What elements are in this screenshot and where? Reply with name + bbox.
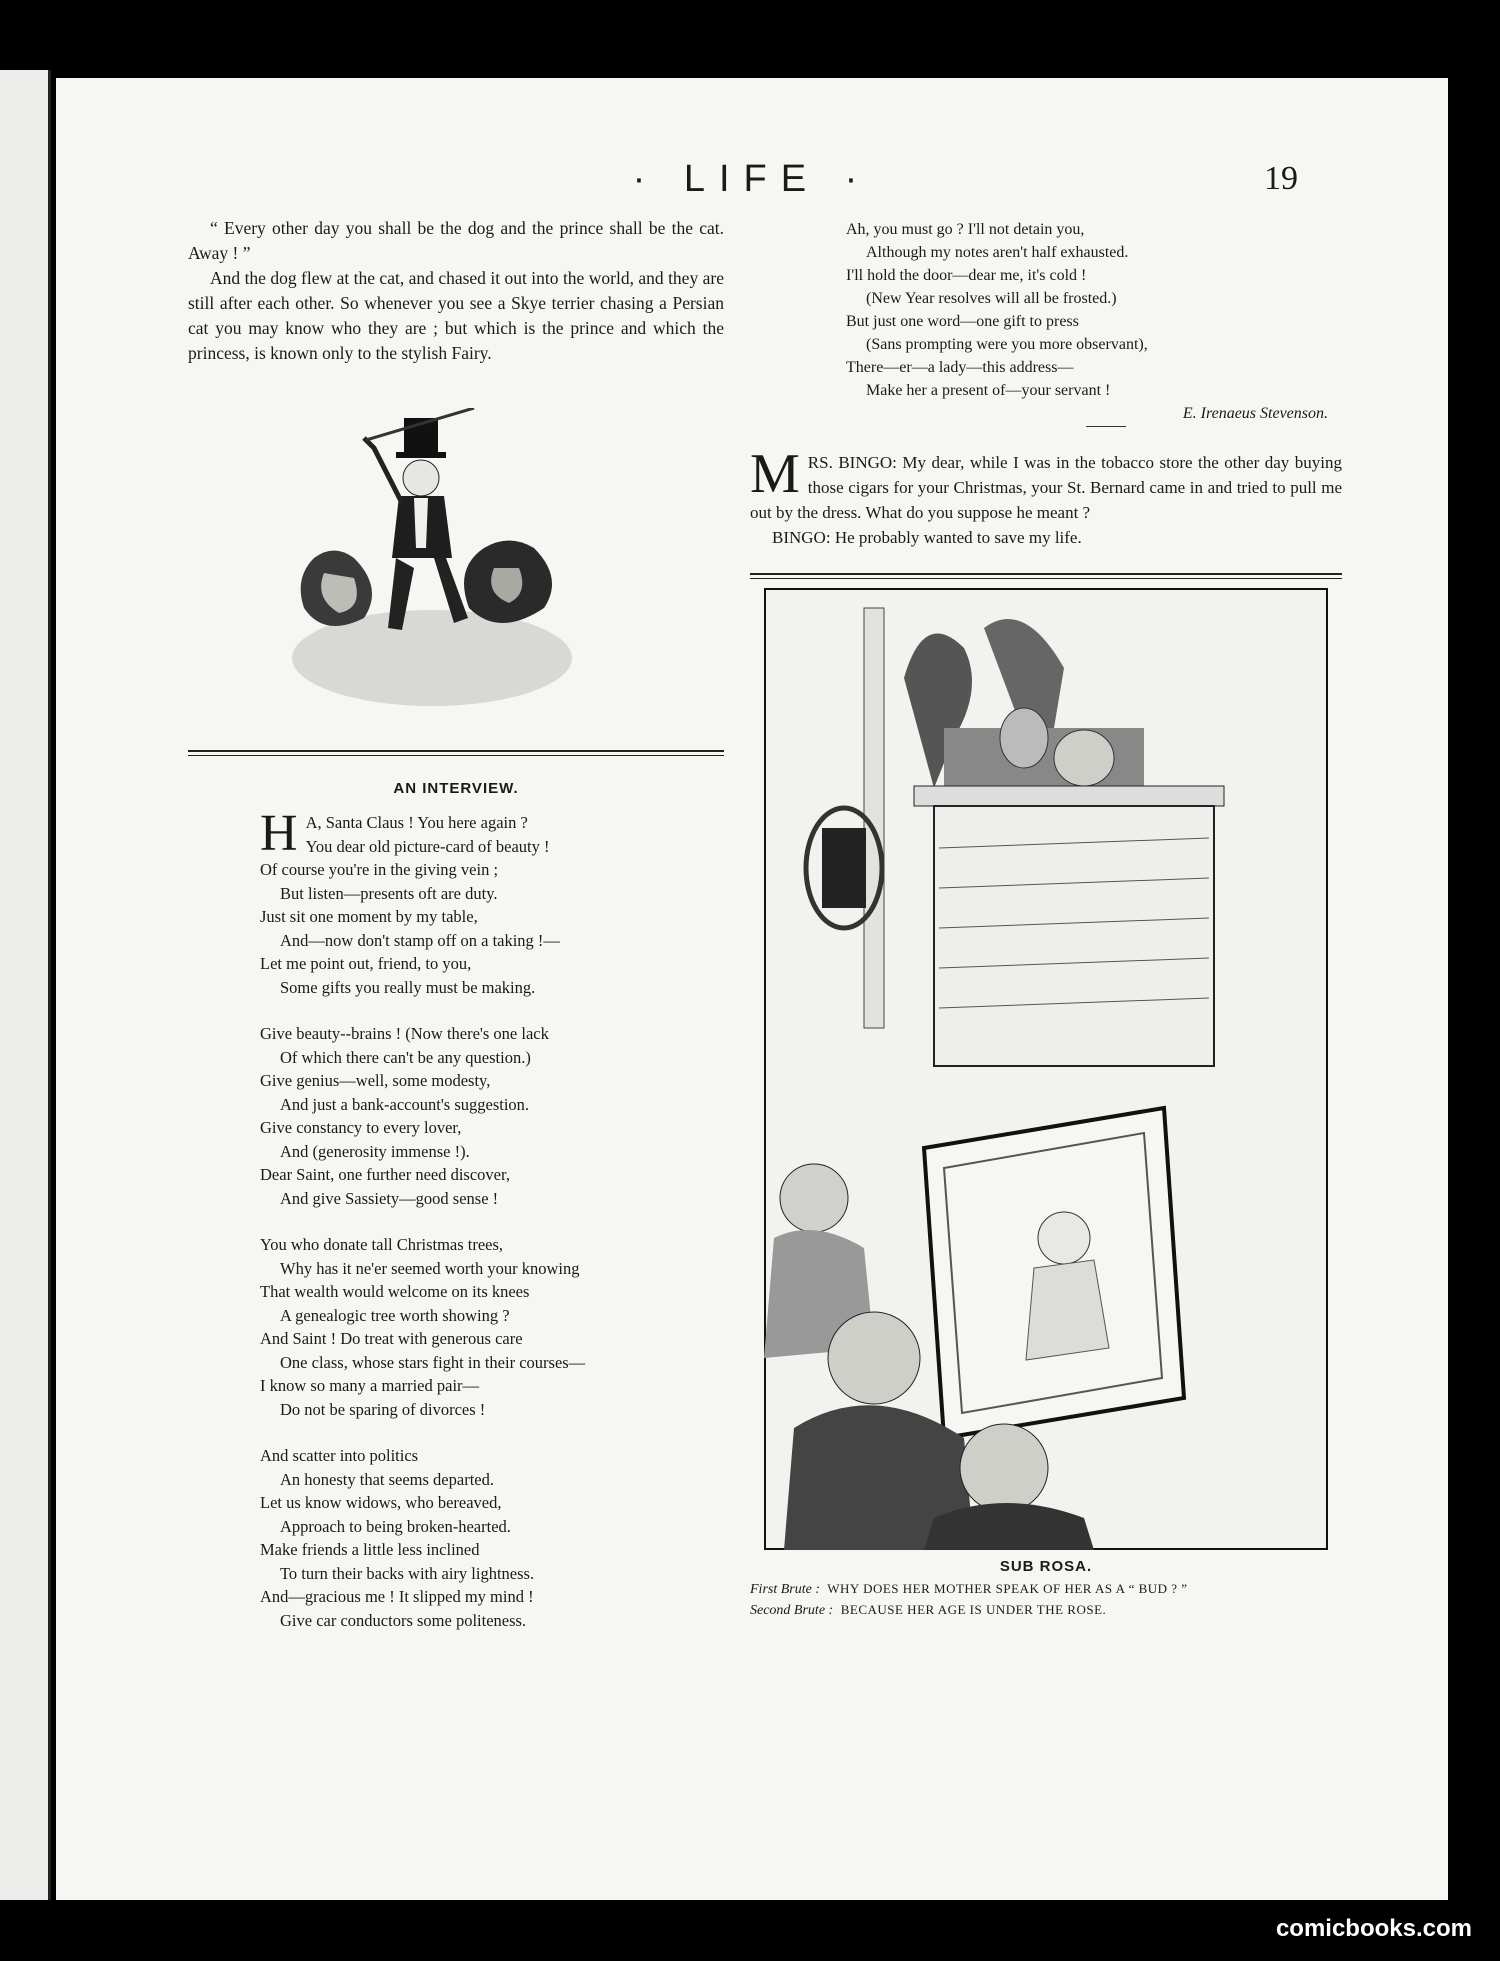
poem-line: Make friends a little less inclined: [260, 1540, 480, 1559]
caption-line: BECAUSE HER AGE IS UNDER THE ROSE.: [840, 1602, 1107, 1617]
bingo-joke: [750, 443, 1342, 550]
poem-line: Ah, you must go ? I'll not detain you,: [846, 221, 1085, 238]
page-number: 19: [1264, 160, 1298, 197]
caption-speaker: Second Brute :: [750, 1603, 834, 1618]
caption-speaker: First Brute :: [750, 1582, 820, 1597]
story-ending: [188, 216, 724, 366]
short-rule: [1086, 426, 1126, 427]
story-paragraph: And the dog flew at the cat, and chased it out into the world, and they are still after each other. So whenever you see a Skye terrier chasing a Persian cat you may know who they are ; but which is the prince and which the princess, is known only to the stylish Fairy.: [188, 268, 724, 363]
article-heading: AN INTERVIEW.: [393, 780, 519, 797]
interview-article: [188, 780, 724, 1655]
poem-line: And (generosity immense !).: [280, 1141, 470, 1161]
poem-line: And just a bank-account's suggestion.: [280, 1094, 530, 1114]
poem-line: An honesty that seems departed.: [280, 1469, 494, 1489]
poem-line: That wealth would welcome on its knees: [260, 1282, 530, 1301]
caption-line: WHY DOES HER MOTHER SPEAK OF HER AS A “ BUD ? ”: [827, 1581, 1188, 1596]
poem-line: Why has it ne'er seemed worth your knowing: [280, 1258, 580, 1278]
watermark-text: comicbooks.com: [1275, 1915, 1472, 1942]
poem-line: And Saint ! Do treat with generous care: [260, 1329, 523, 1348]
poem-line: Dear Saint, one further need discover,: [260, 1165, 510, 1184]
poem-line: Make her a present of—your servant !: [866, 382, 1111, 399]
poem-line: And—now don't stamp off on a taking !—: [280, 930, 560, 950]
poem-line: I'll hold the door—dear me, it's cold !: [846, 267, 1087, 284]
sub-rosa-cartoon: [764, 588, 1328, 1550]
masthead-title: · LIFE ·: [632, 158, 872, 200]
poem-line: And give Sassiety—good sense !: [280, 1188, 499, 1208]
poem-line: Although my notes aren't half exhausted.: [866, 244, 1129, 261]
poem-line: I know so many a married pair—: [260, 1376, 480, 1395]
poem-line: A genealogic tree worth showing ?: [280, 1305, 510, 1325]
poem-line: Give beauty--brains ! (Now there's one lack: [260, 1024, 549, 1043]
interview-poem: [188, 805, 724, 1632]
section-divider: [188, 750, 724, 756]
joke-text: : He probably wanted to save my life.: [825, 528, 1082, 547]
cartoon-caption: [750, 1558, 1342, 1621]
caption-title: SUB ROSA.: [999, 1558, 1093, 1575]
poem-line: (New Year resolves will all be frosted.): [866, 290, 1117, 307]
poem-line: And scatter into politics: [260, 1446, 419, 1465]
poem-line: You dear old picture-card of beauty !: [305, 836, 550, 856]
poem-line: To turn their backs with airy lightness.: [280, 1563, 535, 1583]
poem-line: A, Santa Claus ! You here again ?: [305, 813, 528, 832]
magazine-page: [56, 78, 1448, 1900]
poem-line: Just sit one moment by my table,: [260, 907, 478, 926]
poem-signature: E. Irenaeus Stevenson.: [1182, 405, 1328, 422]
section-divider: [750, 573, 1342, 579]
poem-line: Give constancy to every lover,: [260, 1118, 462, 1137]
cat-chase-illustration: [284, 408, 580, 718]
left-page-edge: [0, 70, 51, 1900]
poem-line: And—gracious me ! It slipped my mind !: [260, 1587, 534, 1606]
right-poem: [846, 218, 1346, 425]
speaker-name: BINGO: [772, 528, 826, 547]
poem-line: Let us know widows, who bereaved,: [260, 1493, 502, 1512]
poem-line: Give genius—well, some modesty,: [260, 1071, 491, 1090]
poem-line: Approach to being broken-hearted.: [280, 1516, 511, 1536]
joke-text: : My dear, while I was in the tobacco store the other day buying those cigars for your Christmas, your St. Bernard came in and tried to pull me out by the dress. What do you suppose he meant ?: [750, 453, 1342, 522]
poem-line: You who donate tall Christmas trees,: [260, 1235, 504, 1254]
poem-line: Do not be sparing of divorces !: [280, 1399, 486, 1419]
poem-line: (Sans prompting were you more observant),: [866, 336, 1148, 353]
poem-line: Of which there can't be any question.): [280, 1047, 531, 1067]
poem-line: But listen—presents oft are duty.: [280, 883, 498, 903]
drop-cap: M: [750, 443, 800, 505]
poem-line: Of course you're in the giving vein ;: [260, 860, 499, 879]
speaker-name: RS. BINGO: [807, 453, 893, 472]
poem-line: Some gifts you really must be making.: [280, 977, 536, 997]
poem-line: One class, whose stars fight in their courses—: [280, 1352, 586, 1372]
poem-line: There—er—a lady—this address—: [846, 359, 1074, 376]
poem-line: Give car conductors some politeness.: [280, 1610, 527, 1630]
poem-line: But just one word—one gift to press: [846, 313, 1079, 330]
poem-line: Let me point out, friend, to you,: [260, 954, 472, 973]
story-paragraph: “ Every other day you shall be the dog and the prince shall be the cat. Away ! ”: [188, 218, 724, 263]
drop-cap: H: [260, 805, 298, 862]
